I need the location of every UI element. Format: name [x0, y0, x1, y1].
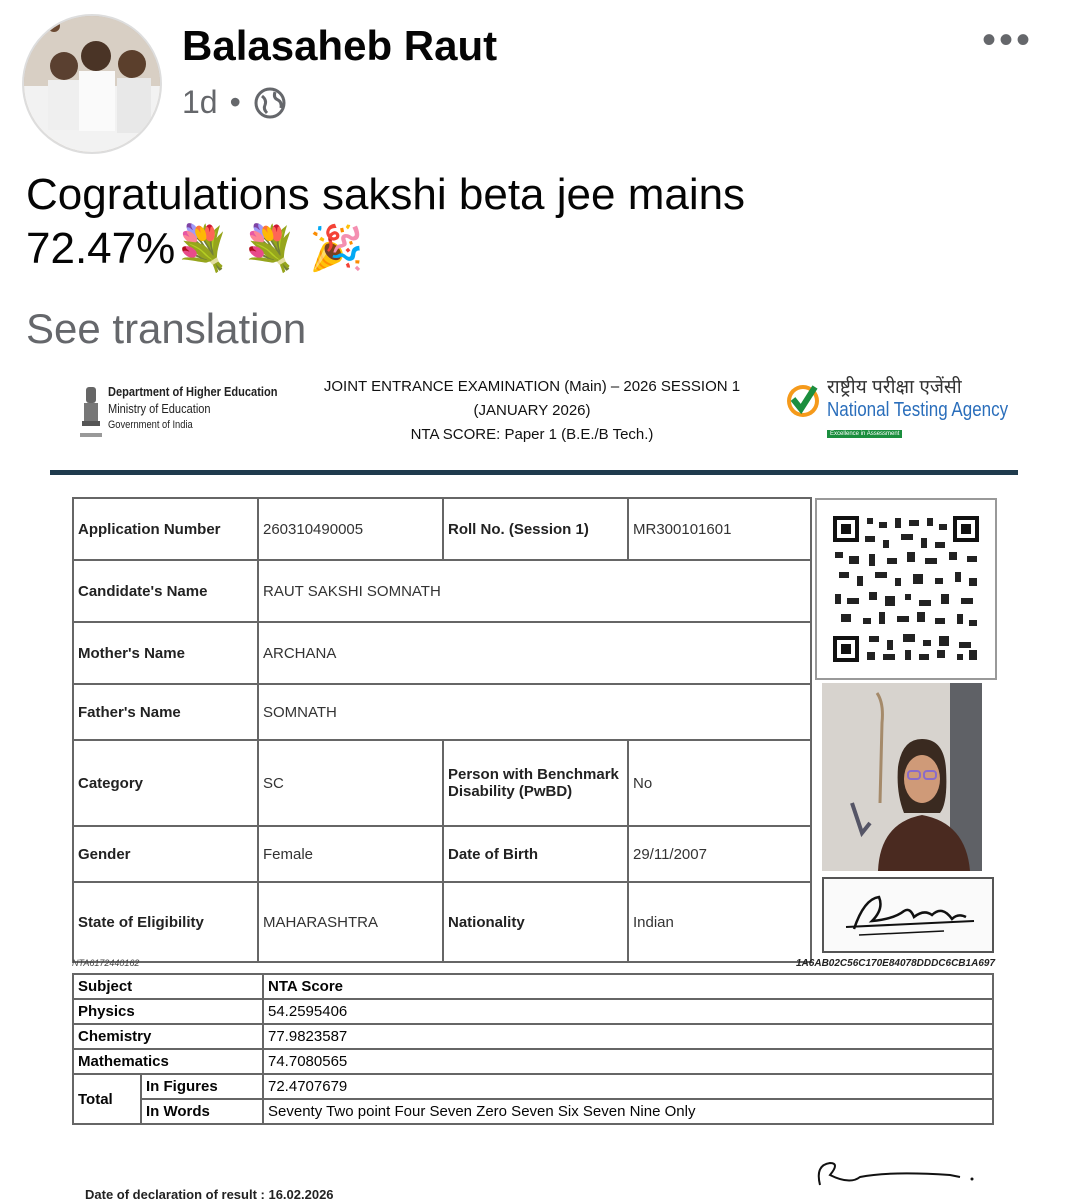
table-row — [73, 999, 993, 1024]
dob-value: 29/11/2007 — [628, 826, 811, 882]
score-header: NTA Score — [263, 974, 993, 999]
dob-label: Date of Birth — [443, 826, 628, 882]
table-row — [73, 498, 811, 560]
table-row — [73, 740, 811, 826]
table-row — [73, 1099, 993, 1124]
see-translation-link[interactable]: See translation — [26, 305, 307, 352]
table-row — [73, 826, 811, 882]
candidate-name-value: RAUT SAKSHI SOMNATH — [258, 560, 811, 622]
table-row — [73, 1024, 993, 1049]
score-table — [72, 973, 994, 1125]
table-row — [73, 974, 993, 999]
exam-title-line-3: NTA SCORE: Paper 1 (B.E./B Tech.) — [410, 426, 654, 443]
father-name-label: Father's Name — [73, 684, 258, 740]
subject-header: Subject — [73, 974, 263, 999]
header-divider — [50, 470, 1018, 475]
globe-icon — [253, 86, 287, 120]
subject-score: 74.7080565 — [263, 1049, 993, 1074]
total-label: Total — [73, 1074, 141, 1124]
footer-code-right: 1A6AB02C56C170E84078DDDC6CB1A697 — [796, 958, 995, 969]
state-label: State of Eligibility — [73, 882, 258, 962]
state-value: MAHARASHTRA — [258, 882, 443, 962]
application-number-label: Application Number — [73, 498, 258, 560]
gender-value: Female — [258, 826, 443, 882]
post-meta — [182, 84, 287, 121]
table-row — [73, 1074, 993, 1099]
pwbd-label: Person with Benchmark Disability (PwBD) — [443, 740, 628, 826]
exam-title-line-2: (JANUARY 2026) — [473, 402, 591, 419]
candidate-info-table — [72, 497, 812, 963]
author-avatar[interactable] — [22, 14, 162, 154]
exam-title-line-1: JOINT ENTRANCE EXAMINATION (Main) – 2026 SESSION 1 — [323, 378, 741, 395]
subject-name: Mathematics — [73, 1049, 263, 1074]
exam-title — [312, 375, 752, 447]
candidate-name-label: Candidate's Name — [73, 560, 258, 622]
subject-name: Chemistry — [73, 1024, 263, 1049]
national-emblem-icon — [80, 383, 102, 441]
signature-graphic — [824, 879, 992, 951]
nta-logo — [785, 373, 1040, 440]
nta-hindi-name: राष्ट्रीय परीक्षा एजेंसी — [827, 377, 962, 398]
qr-code — [815, 498, 997, 680]
nationality-value: Indian — [628, 882, 811, 962]
in-figures-label: In Figures — [141, 1074, 263, 1099]
table-row — [73, 560, 811, 622]
more-options-icon[interactable]: ••• — [982, 18, 1034, 62]
nta-english-name: National Testing Agency — [827, 399, 1009, 421]
application-number-value: 260310490005 — [258, 498, 443, 560]
post-text — [26, 168, 1026, 276]
post-text-line-2: 72.47%💐 💐 🎉 — [26, 224, 365, 273]
category-label: Category — [73, 740, 258, 826]
nta-check-logo-icon — [785, 373, 821, 425]
table-row — [73, 622, 811, 684]
father-name-value: SOMNATH — [258, 684, 811, 740]
footer-code-left: NTA6172440162 — [72, 958, 140, 968]
post-time[interactable]: 1d — [182, 84, 218, 120]
meta-separator: • — [229, 84, 241, 120]
in-words-label: In Words — [141, 1099, 263, 1124]
post-text-line-1: Cogratulations sakshi beta jee mains — [26, 170, 746, 219]
candidate-signature — [822, 877, 994, 953]
in-words-value: Seventy Two point Four Seven Zero Seven Six Seven Nine Only — [263, 1099, 993, 1124]
avatar-photo — [24, 16, 160, 152]
authority-signature — [800, 1155, 990, 1200]
roll-number-value: MR300101601 — [628, 498, 811, 560]
table-row — [73, 1049, 993, 1074]
table-row — [73, 882, 811, 962]
category-value: SC — [258, 740, 443, 826]
ministry-header — [80, 383, 307, 441]
candidate-photo-graphic — [822, 683, 982, 871]
qr-code-graphic — [817, 500, 995, 678]
dept-line-1: Department of Higher Education — [108, 384, 278, 399]
dept-line-2: Ministry of Education — [108, 401, 211, 416]
mother-name-value: ARCHANA — [258, 622, 811, 684]
mother-name-label: Mother's Name — [73, 622, 258, 684]
table-row — [73, 684, 811, 740]
pwbd-value: No — [628, 740, 811, 826]
nta-tagline: Excellence in Assessment — [827, 430, 902, 438]
nationality-label: Nationality — [443, 882, 628, 962]
subject-score: 54.2595406 — [263, 999, 993, 1024]
dept-line-3: Government of India — [108, 419, 193, 431]
roll-number-label: Roll No. (Session 1) — [443, 498, 628, 560]
scorecard-image[interactable] — [50, 365, 1020, 1200]
candidate-photo — [822, 683, 982, 871]
post-author-name[interactable]: Balasaheb Raut — [182, 22, 498, 69]
gender-label: Gender — [73, 826, 258, 882]
subject-name: Physics — [73, 999, 263, 1024]
in-figures-value: 72.4707679 — [263, 1074, 993, 1099]
subject-score: 77.9823587 — [263, 1024, 993, 1049]
declaration-date: Date of declaration of result : 16.02.2026 — [85, 1187, 334, 1202]
